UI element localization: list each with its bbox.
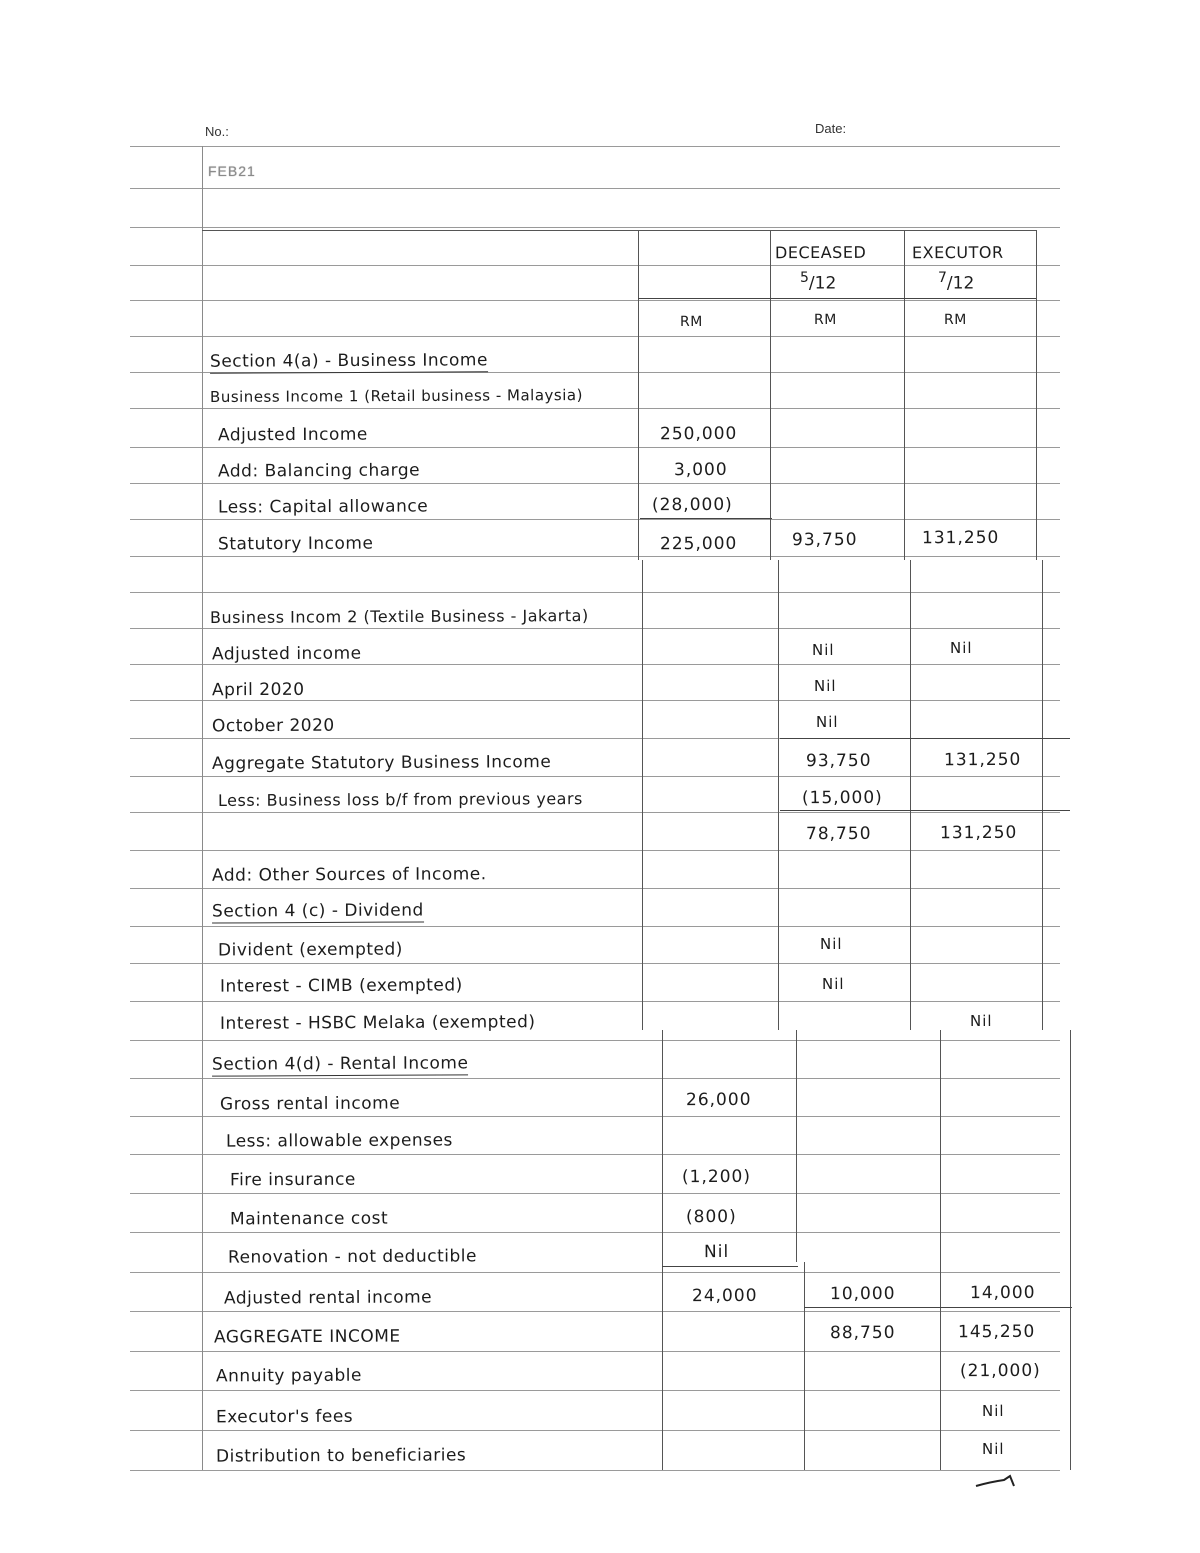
ruled-line [130,556,1060,557]
row-label: Adjusted income [211,643,362,665]
ruled-line [130,1154,1060,1155]
deceased-value: Nil [811,640,835,660]
subtotal-line [804,1307,1072,1308]
executor-header: EXECUTOR [911,242,1004,263]
ruled-line [130,227,1060,228]
amount-value: 3,000 [673,459,728,481]
executor-fraction: $^7$/12 [938,270,975,294]
column-divider [796,1030,797,1262]
column-divider [662,1030,663,1470]
amount-value: 250,000 [659,423,738,445]
executor-value: 131,250 [939,822,1018,844]
column-divider [1042,560,1043,1030]
ruled-line [130,336,1060,337]
ruled-line [130,888,1060,889]
row-label: Aggregate Statutory Business Income [211,752,552,774]
currency-label: RM [679,313,703,331]
ruled-line [130,1078,1060,1079]
executor-value: 131,250 [921,527,1000,549]
header-underline [638,298,1036,299]
ruled-line [130,300,1060,301]
row-label: Adjusted Income [217,424,368,446]
deceased-value: (15,000) [801,787,883,809]
amount-value: (1,200) [681,1166,751,1188]
amount-value: (800) [685,1206,737,1228]
ruled-line [130,664,1060,665]
ruled-line [130,1193,1060,1194]
ruled-line [130,1351,1060,1352]
column-divider [642,560,643,1030]
deceased-value: Nil [819,934,843,954]
column-divider [940,1030,941,1470]
row-label: Interest - CIMB (exempted) [219,975,463,997]
amount-value: Nil [703,1241,730,1263]
ruled-line [130,926,1060,927]
ruled-line [130,1272,1060,1273]
column-divider [778,560,779,1030]
date-label: Date: [815,121,847,136]
ruled-line [130,1001,1060,1002]
ruled-line [130,628,1060,629]
row-label: Statutory Income [217,533,374,555]
row-label: Business Income 1 (Retail business - Malaysia) [209,386,583,406]
row-label: Divident (exempted) [217,939,403,961]
ruled-line [130,1470,1060,1471]
column-divider [910,560,911,1030]
row-label: Add: Other Sources of Income. [211,864,487,886]
ruled-line [130,1116,1060,1117]
subtotal-line [662,1266,798,1267]
subtotal-line [640,518,772,519]
ruled-line [130,812,1060,813]
executor-value: 145,250 [957,1321,1036,1343]
section-heading: Section 4(a) - Business Income [209,350,488,372]
row-label: Less: Business loss b/f from previous years [217,789,583,810]
no-label: No.: [205,124,229,139]
table-top-line [202,230,1036,231]
row-label: Add: Balancing charge [217,460,421,482]
row-label: Adjusted rental income [223,1287,433,1309]
deceased-value: 78,750 [805,823,872,845]
column-divider [1070,1030,1071,1470]
executor-value: Nil [969,1011,993,1031]
ruled-line [130,700,1060,701]
check-mark-icon [974,1472,1018,1492]
executor-value: 14,000 [969,1282,1036,1304]
ruled-line [130,963,1060,964]
row-label: April 2020 [211,679,305,701]
executor-value: Nil [981,1401,1005,1421]
section-heading: Section 4 (c) - Dividend [211,900,424,922]
ruled-line [130,776,1060,777]
deceased-value: Nil [815,712,839,732]
deceased-value: 93,750 [791,529,858,551]
column-divider [1036,230,1037,560]
deceased-value: 93,750 [805,750,872,772]
row-label: Distribution to beneficiaries [215,1445,467,1467]
column-divider [804,1262,805,1470]
row-label: Less: Capital allowance [217,496,429,518]
ruled-line [130,1311,1060,1312]
ruled-line [130,146,1060,147]
subtotal-line [780,738,1070,739]
row-label: AGGREGATE INCOME [213,1326,401,1348]
section-heading: Section 4(d) - Rental Income [211,1053,469,1075]
column-divider [770,230,771,560]
column-divider [904,230,905,560]
ruled-line [130,1390,1060,1391]
currency-label: RM [813,311,837,329]
row-label: October 2020 [211,715,335,737]
subtotal-line [780,810,1070,811]
currency-label: RM [943,311,967,329]
row-label: Fire insurance [229,1169,356,1191]
ruled-line [130,483,1060,484]
ruled-line [130,592,1060,593]
ruled-line [130,1430,1060,1431]
executor-value: Nil [981,1439,1005,1459]
margin-line [202,146,203,1470]
ruled-line [130,850,1060,851]
row-label: Executor's fees [215,1406,354,1428]
ruled-line [130,188,1060,189]
deceased-value: Nil [821,974,845,994]
row-label: Renovation - not deductible [227,1246,477,1268]
ruled-line [130,265,1060,266]
row-label: Interest - HSBC Melaka (exempted) [219,1012,536,1034]
row-label: Annuity payable [215,1365,363,1387]
row-label: Less: allowable expenses [225,1130,453,1152]
executor-value: (21,000) [959,1360,1041,1382]
row-label: Business Incom 2 (Textile Business - Jakarta) [209,606,589,627]
amount-value: 26,000 [685,1089,752,1111]
ruled-line [130,1040,1060,1041]
executor-value: Nil [949,638,973,658]
deceased-header: DECEASED [774,242,867,263]
ruled-line [130,519,1060,520]
amount-value: 225,000 [659,533,738,555]
ruled-line [130,1232,1060,1233]
ruled-line [130,447,1060,448]
deceased-value: Nil [813,676,837,696]
deceased-value: 88,750 [829,1322,896,1344]
deceased-value: 10,000 [829,1283,896,1305]
reference-code: FEB21 [208,163,256,179]
amount-value: 24,000 [691,1285,758,1307]
amount-value: (28,000) [651,494,733,516]
row-label: Maintenance cost [229,1208,389,1230]
ruled-line [130,408,1060,409]
row-label: Gross rental income [219,1093,401,1115]
column-divider [638,230,639,560]
deceased-fraction: $^5$/12 [800,270,837,294]
executor-value: 131,250 [943,749,1022,771]
